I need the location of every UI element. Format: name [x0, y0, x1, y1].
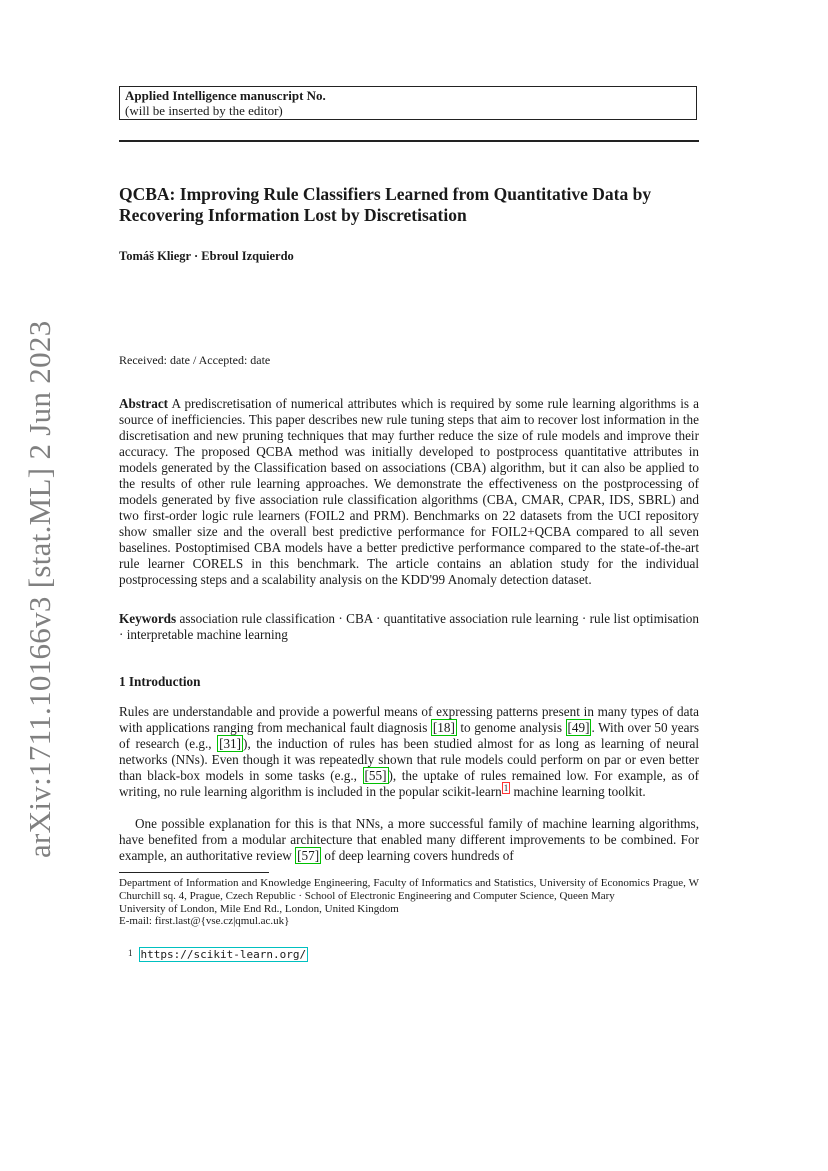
keywords-label: Keywords — [119, 611, 177, 626]
paper-title: QCBA: Improving Rule Classifiers Learned from Quantitative Data by Recovering Information Lost by Discretisation — [119, 184, 652, 225]
footnote-number: 1 — [128, 948, 133, 958]
affiliation — [119, 877, 699, 928]
manuscript-label: Applied Intelligence manuscript No. — [125, 88, 326, 103]
abstract-text: A prediscretisation of numerical attributes which is required by some rule learning algorithms is a source of inefficiencies. This paper describes new rule tuning steps that aim to recover lost information in the discretisation and new pruning techniques that may further reduce the size of rule models and improve their accuracy. The proposed QCBA method was initially developed to postprocess quantitative attributes in models generated by the Classification based on associations (CBA) algorithm, but it can also be applied to the results of other rule learning approaches. We demonstrate the effectiveness on the postprocessing of models generated by five association rule classification algorithms (CBA, CMAR, CPAR, IDS, SBRL) and two first-order logic rule learners (FOIL2 and PRM). Benchmarks on 22 datasets from the UCI repository show smaller size and the overall best predictive performance for FOIL2+QCBA compared to all seven baselines. Postoptimised CBA models have a better predictive performance compared to the state-of-the-art rule learner CORELS in this benchmark. The article contains an ablation study for the individual postprocessing steps and a scalability analysis on the KDD'99 Anomaly detection dataset. — [119, 396, 699, 587]
footnote-ref-link[interactable]: 1 — [503, 782, 509, 793]
email-line: E-mail: first.last@{vse.cz|qmul.ac.uk} — [119, 915, 290, 928]
received-date: Received: date / Accepted: date — [119, 353, 271, 367]
text-run: ), the induction of rules has been studied almost for as long as learning of neural networks (NNs). Even though it was repeatedly shown that rule models could perform on par or even better than black-box models in some tasks (e.g., — [119, 736, 700, 783]
editor-box — [119, 86, 697, 120]
citation-link[interactable]: [18] — [432, 720, 455, 735]
citation-link[interactable]: [49] — [567, 720, 590, 735]
affiliation-line: Department of Information and Knowledge Engineering, Faculty of Informatics and Statistics, University of Economics Prague, W Churchill sq. 4, Prague, Czech Republic · School of Electronic Engineering and Computer Science, Queen Mary — [119, 877, 699, 902]
intro-paragraph-1 — [119, 704, 699, 800]
authors: Tomáš Kliegr · Ebroul Izquierdo — [119, 249, 294, 263]
abstract — [119, 396, 699, 588]
text-run: to genome analysis — [456, 720, 566, 735]
section-heading: 1 Introduction — [119, 674, 201, 689]
text-run: of deep learning covers hundreds of — [321, 848, 514, 863]
editor-note: (will be inserted by the editor) — [125, 103, 283, 118]
abstract-label: Abstract — [119, 396, 169, 411]
footnote-url-link[interactable]: https://scikit-learn.org/ — [140, 948, 307, 961]
citation-link[interactable]: [31] — [219, 736, 242, 751]
citation-link[interactable]: [57] — [297, 848, 320, 863]
text-run: machine learning toolkit. — [510, 784, 646, 799]
text-run: . With over 50 years of research (e.g., — [119, 720, 699, 751]
footnote-rule — [119, 872, 269, 873]
footnote — [119, 948, 308, 961]
text-run: One possible explanation for this is that NNs, a more successful family of machine learning algorithms, have benefited from a modular architecture that enabled many different improvements to be combined. For example, an authoritative review — [119, 816, 699, 863]
affiliation-line: University of London, Mile End Rd., London, United Kingdom — [119, 902, 399, 915]
arxiv-identifier: arXiv:1711.10166v3 [stat.ML] 2 Jun 2023 — [22, 320, 57, 858]
keywords — [119, 611, 699, 643]
intro-paragraph-2 — [119, 816, 699, 864]
keywords-text: association rule classification · CBA · quantitative association rule learning · rule list optimisation · interpretable machine learning — [119, 611, 699, 642]
citation-link[interactable]: [55] — [364, 768, 387, 783]
text-run: Rules are understandable and provide a powerful means of expressing patterns present in many types of data with applications ranging from mechanical fault diagnosis — [119, 704, 699, 735]
header-rule — [119, 140, 699, 142]
text-run: ), the uptake of rules remained low. For example, as of writing, no rule learning algorithm is included in the popular scikit-learn — [119, 768, 700, 799]
